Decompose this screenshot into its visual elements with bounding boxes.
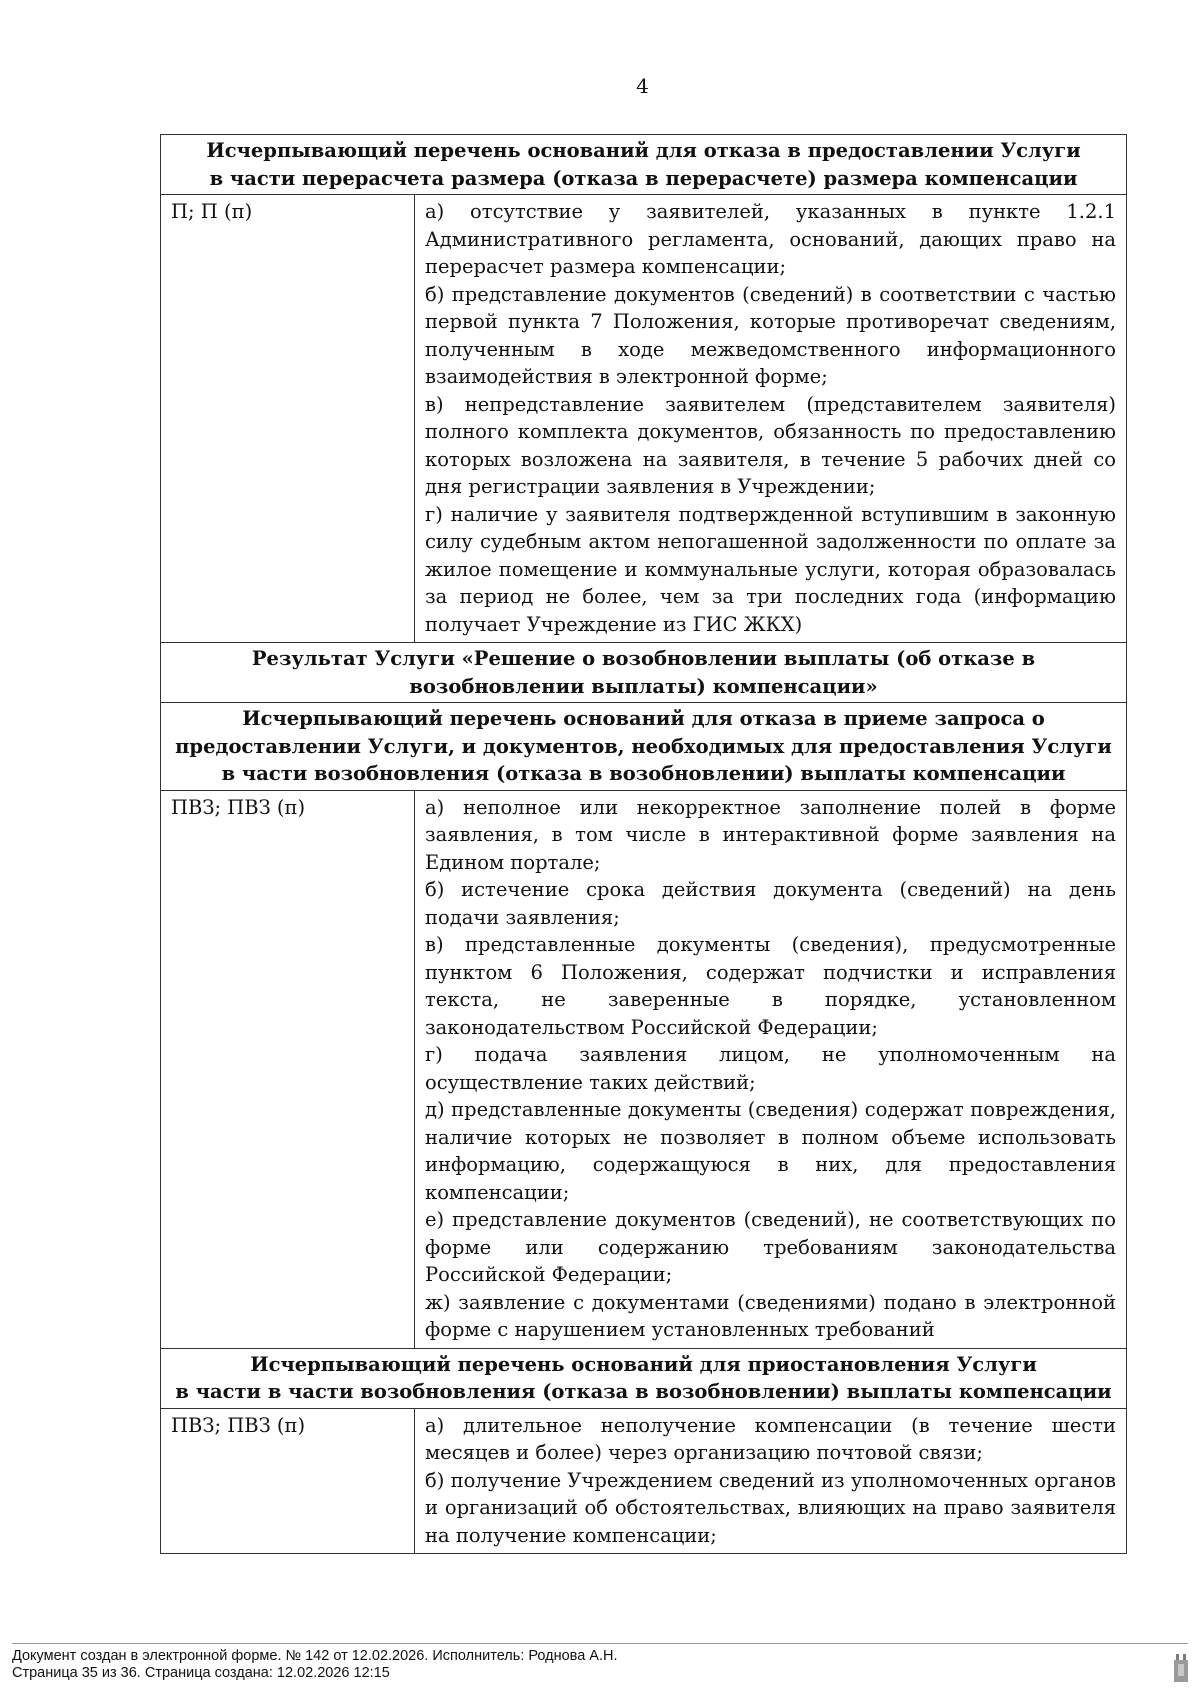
row-code: ПВЗ; ПВЗ (п) [161,790,415,1348]
ground-item: б) получение Учреждением сведений из уполномоченных органов и организаций об обстоятельствах, влияющих на право заявителя на получение компенсации; [425,1468,1117,1547]
section-header-line: в части возобновления (отказа в возобновлении) выплаты компенсации [221,762,1066,785]
ground-item: ж) заявление с документами (сведениями) подано в электронной форме с нарушением установленных требований [425,1290,1117,1341]
grounds-row [161,790,1127,1348]
footer-document-info: Документ создан в электронной форме. № 142 от 12.02.2026. Исполнитель: Роднова А.Н. [12,1648,618,1664]
ground-item: б) представление документов (сведений) в соответствии с частью первой пункта 7 Положения, которые противоречат сведениям, полученным в ходе межведомственного информационного взаимодействия в электронной форме; [425,282,1117,388]
section-header-line: Исчерпывающий перечень оснований для отказа в предоставлении Услуги [206,139,1081,162]
ground-item: в) представленные документы (сведения), предусмотренные пунктом 6 Положения, содержат подчистки и исправления текста, не заверенные в порядке, установленном законодательством Российской Федерации; [425,933,1117,1039]
grounds-row [161,195,1127,643]
grounds-row [161,1408,1127,1554]
section-header-line: в части перерасчета размера (отказа в перерасчете) размера компенсации [209,166,1078,190]
section-header-row [161,643,1127,703]
section-header-row [161,1348,1127,1408]
section-header [161,1348,1127,1408]
page-number: 4 [636,74,649,98]
footer [12,1648,618,1682]
grounds-list [415,195,1127,643]
emblem-icon [1172,1652,1190,1686]
ground-item: в) непредставление заявителем (представителем заявителя) полного комплекта документов, обязанность по предоставлению которых возложена на заявителя, в течение 5 рабочих дней со дня регистрации заявления в Учреждении; [425,392,1117,498]
footer-divider [12,1643,1188,1644]
row-code: П; П (п) [161,195,415,643]
ground-item: г) наличие у заявителя подтвержденной вступившим в законную силу судебным актом непогашенной задолженности по оплате за жилое помещение и коммунальные услуги, которая образовалась за период не более, чем за три последних года (информацию получает Учреждение из ГИС ЖКХ) [425,502,1117,636]
section-header-row [161,703,1127,791]
section-header-line: Исчерпывающий перечень оснований для приостановления Услуги [250,1352,1037,1376]
section-header [161,703,1127,791]
grounds-table [160,134,1127,1554]
ground-item: а) отсутствие у заявителей, указанных в пункте 1.2.1 Административного регламента, оснований, дающих право на перерасчет размера компенсации; [425,200,1117,278]
row-code: ПВЗ; ПВЗ (п) [161,1408,415,1554]
ground-item: г) подача заявления лицом, не уполномоченным на осуществление таких действий; [425,1043,1117,1094]
ground-item: б) истечение срока действия документа (сведений) на день подачи заявления; [425,878,1117,929]
grounds-list [415,1408,1127,1554]
section-header [161,135,1127,195]
ground-item: д) представленные документы (сведения) содержат повреждения, наличие которых не позволяет в полном объеме использовать информацию, содержащуюся в них, для предоставления компенсации; [425,1098,1117,1204]
section-header [161,643,1127,703]
section-header-row [161,135,1127,195]
grounds-list [415,790,1127,1348]
ground-item: а) длительное неполучение компенсации (в течение шести месяцев и более) через организацию почтовой связи; [425,1413,1117,1464]
footer-page-info: Страница 35 из 36. Страница создана: 12.02.2026 12:15 [12,1665,390,1681]
section-header-line: в части в части возобновления (отказа в возобновлении) выплаты компенсации [175,1380,1112,1403]
section-header-line: Исчерпывающий перечень оснований для отказа в приеме запроса о предоставлении Услуги, и документов, необходимых для предоставления Услуги [175,707,1112,758]
ground-item: е) представление документов (сведений), не соответствующих по форме или содержанию требованиям законодательства Российской Федерации; [425,1208,1117,1286]
section-header-line: Результат Услуги «Решение о возобновлении выплаты (об отказе в возобновлении выплаты) компенсации» [251,647,1036,698]
ground-item: а) неполное или некорректное заполнение полей в форме заявления, в том числе в интерактивной форме заявления на Едином портале; [425,795,1117,874]
